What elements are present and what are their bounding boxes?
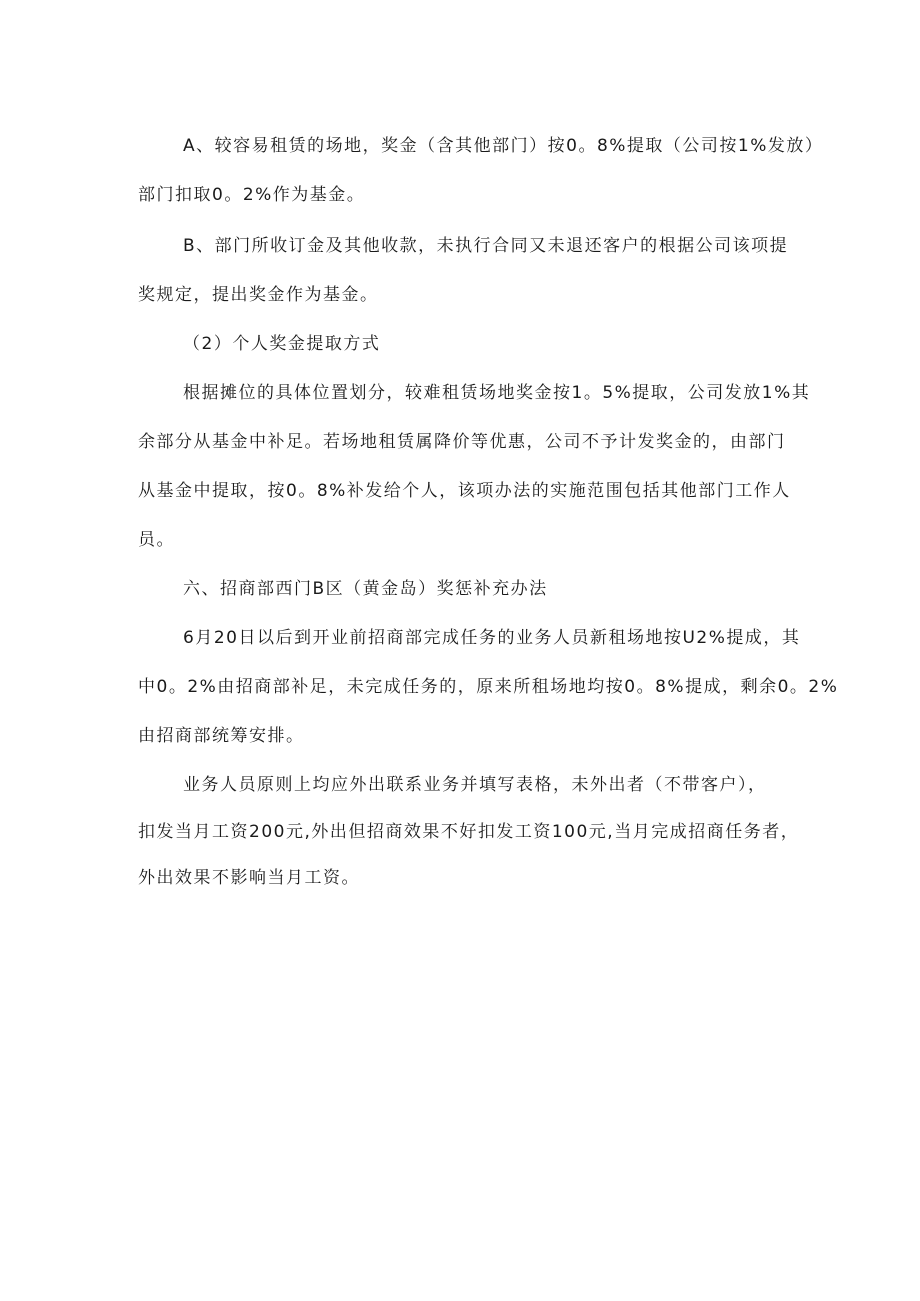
paragraph-six-line-1: 6月20日以后到开业前招商部完成任务的业务人员新租场地按U2%提成，其 — [183, 628, 801, 648]
paragraph-personal-line-2: 余部分从基金中补足。若场地租赁属降价等优惠，公司不予计发奖金的，由部门 — [138, 432, 786, 452]
paragraph-staff-line-1: 业务人员原则上均应外出联系业务并填写表格，未外出者（不带客户）， — [183, 775, 767, 795]
paragraph-staff-line-2: 扣发当月工资200元,外出但招商效果不好扣发工资100元,当月完成招商任务者， — [138, 822, 800, 842]
paragraph-b-line-2: 奖规定，提出奖金作为基金。 — [138, 285, 379, 305]
section-heading-personal-bonus: （2）个人奖金提取方式 — [183, 334, 381, 354]
paragraph-a-line-2: 部门扣取0。2%作为基金。 — [138, 185, 366, 205]
paragraph-six-line-3: 由招商部统筹安排。 — [138, 726, 305, 746]
paragraph-personal-line-1: 根据摊位的具体位置划分，较难租赁场地奖金按1。5%提取，公司发放1%其 — [183, 383, 811, 403]
paragraph-a-line-1: A、较容易租赁的场地，奖金（含其他部门）按0。8%提取（公司按1%发放） — [183, 136, 824, 156]
paragraph-personal-line-4: 员。 — [138, 530, 175, 550]
paragraph-staff-line-3: 外出效果不影响当月工资。 — [138, 868, 360, 888]
paragraph-b-line-1: B、部门所收订金及其他收款，未执行合同又未退还客户的根据公司该项提 — [183, 236, 789, 256]
paragraph-personal-line-3: 从基金中提取，按0。8%补发给个人，该项办法的实施范围包括其他部门工作人 — [138, 481, 791, 501]
section-heading-six: 六、招商部西门B区（黄金岛）奖惩补充办法 — [183, 579, 548, 599]
paragraph-six-line-2: 中0。2%由招商部补足，未完成任务的，原来所租场地均按0。8%提成，剩余0。2% — [138, 677, 839, 697]
